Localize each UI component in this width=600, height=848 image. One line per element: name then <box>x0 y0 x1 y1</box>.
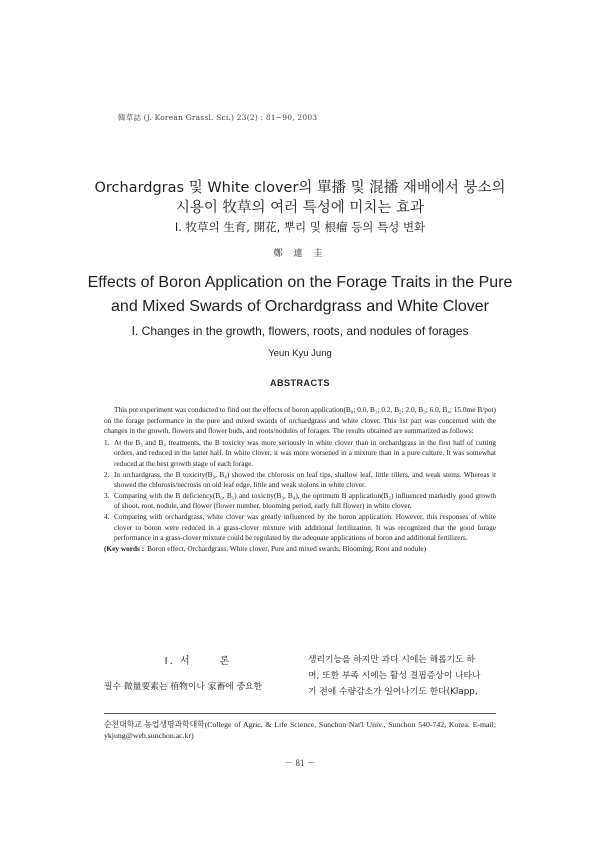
abstract-result-item <box>104 438 496 470</box>
body-right-column <box>308 652 498 700</box>
english-title-line-1: Effects of Boron Application on the Forage Traits in the Pure <box>87 274 513 291</box>
section-title: 론 <box>219 656 232 667</box>
result-text: At the B₃ and B₄ treatments, the B toxicity was more seriously in white clover than in orchardgrass in the first half of cutting orders, and reduced in the latter half. In white clover, it was more worsened in a mixture than in a pure culture. It was somewhat reduced at the best growth stage of each forage. <box>114 437 496 468</box>
section-heading-introduction <box>104 652 292 667</box>
result-number: 1. <box>104 437 110 447</box>
keywords <box>104 544 496 555</box>
result-text: In orchardgrass, the B toxicity(B₃, B₄) showed the chlorosis on leaf tips, shallow leaf, little tillers, and weak stems. Whereas it showed the chlorosis/necrosis on old leaf edge, little and weak stolons in white clover. <box>114 469 496 490</box>
english-author: Yeun Kyu Jung <box>268 348 332 359</box>
korean-title-line-2: 시용이 牧草의 여러 특성에 미치는 효과 <box>175 200 425 216</box>
korean-title-line-1: Orchardgras 및 White clover의 單播 및 混播 재배에서 붕소의 <box>94 180 506 196</box>
section-number: Ⅰ. 서 <box>164 656 192 667</box>
author-affiliation: 순천대학교 농업생명과학대학(College of Agric. & Life Science, Sunchon Nat'l Univ., Sunchon 540-742, Korea. E-mail; ykjung@web.sunchon.ac.kr) <box>104 720 496 740</box>
abstract-heading: ABSTRACTS <box>270 378 330 388</box>
abstract-results-list <box>104 438 496 544</box>
page-number: － 81 － <box>284 758 316 768</box>
journal-citation: 韓草誌 (J. Korean Grassl. Sci.) 23(2) : 81~90, 2003 <box>118 113 318 122</box>
result-text: Comparing with the B deficiency(B₀, B₁) and toxicity(B₃, B₄), the optimum B application(B₂) influenced markedly good growth of shoot, root, nodule, and flower (flower number, blooming period, early full flower) in white clover. <box>114 490 496 511</box>
keywords-label: (Key words : <box>104 543 145 553</box>
body-left-column <box>104 652 292 692</box>
result-number: 4. <box>104 511 110 521</box>
korean-author: 鄭 連 圭 <box>273 249 327 259</box>
korean-subtitle: Ⅰ. 牧草의 生育, 開花, 뿌리 및 根瘤 등의 특성 변화 <box>174 220 426 234</box>
abstract-body <box>104 405 496 554</box>
abstract-result-item <box>104 491 496 512</box>
body-text-line: 필수 微量要素는 植物이나 家畜에 중요한 <box>104 682 263 692</box>
body-text-line: 기 전에 수량감소가 일어나기도 한다(Klapp, <box>308 687 478 697</box>
abstract-intro: This pot experiment was conducted to find out the effects of boron application(B₀; 0.0, B₁; 0.2, B₂; 2.0, B₃; 6.0, B₄; 15.0me B/pot) on the forage performance in the pure and mixed swards of orchardgrass and white clover. This 1st part was concerned with the changes in the growth, flowers and flower buds, and roots/nodules of forages. The results obtained are summarized as follows: <box>104 405 496 436</box>
footnote-divider <box>104 713 496 714</box>
result-text: Comparing with orchardgrass, white clover was greatly influenced by the boron application. However, this responses of white clover to boron were reduced in a grass-clover mixture with additional fertilization. It was recognized that the good forage performance in a grass-clover mixture could be regulated by the adequate applications of boron and additional fertilizers. <box>114 511 496 543</box>
result-number: 2. <box>104 469 110 479</box>
body-text-line: 생리기능을 하지만 과다 시에는 해롭기도 하 <box>308 655 475 665</box>
abstract-result-item <box>104 512 496 544</box>
keywords-text: Boron effect, Orchardgrass, White clover, Pure and mixed swards, Blooming, Root and nodule) <box>147 543 427 553</box>
abstract-result-item <box>104 470 496 491</box>
result-number: 3. <box>104 490 110 500</box>
body-text-line: 며, 또한 부족 시에는 활성 결핍증상이 나타나 <box>308 671 481 681</box>
english-subtitle: Ⅰ. Changes in the growth, flowers, roots, and nodules of forages <box>131 324 469 338</box>
english-title-line-2: and Mixed Swards of Orchardgrass and White Clover <box>111 298 489 315</box>
